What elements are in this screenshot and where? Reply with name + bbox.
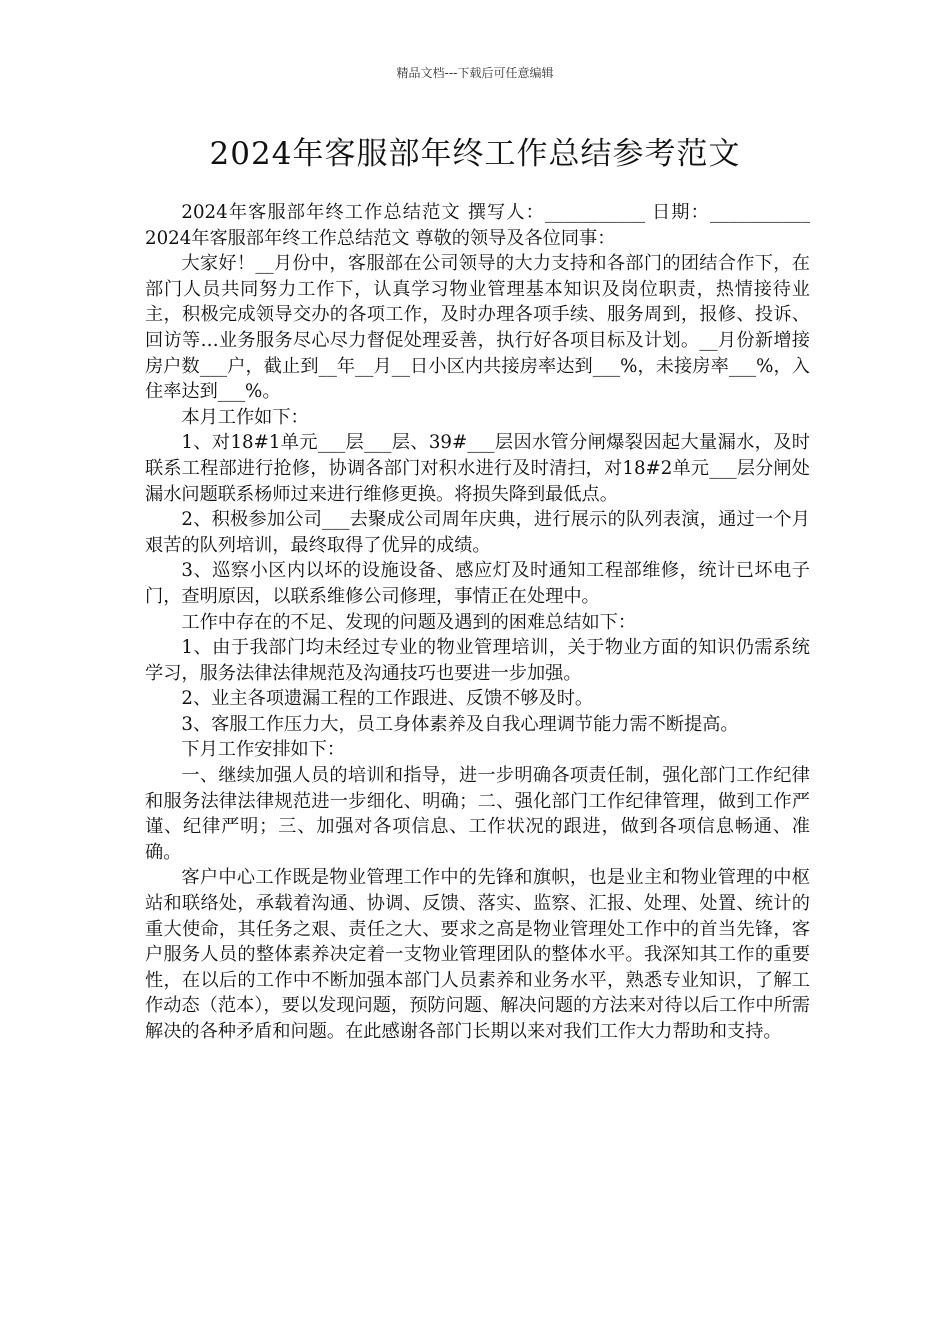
paragraph-greeting: 大家好！__月份中，客服部在公司领导的大力支持和各部门的团结合作下，在部门人员共同努力工作下，认真学习物业管理基本知识及岗位职责，热情接待业主，积极完成领导交办的各项工作，及时办理各项手续、服务周到，报修、投诉、回访等…业务服务尽心尽力督促处理妥善，执行好各项目标及计划。__月份新增接房户数___户，截止到__年__月__日小区内共接房率达到___%，未接房率___%，入住率达到___%。: [145, 253, 810, 403]
section-heading-problems: 工作中存在的不足、发现的问题及遇到的困难总结如下：: [181, 611, 637, 633]
paragraph: 2、业主各项遗漏工程的工作跟进、反馈不够及时。: [181, 688, 594, 710]
paragraph: 3、巡察小区内以坏的设施设备、感应灯及时通知工程部维修，统计已坏电子门，查明原因，以联系维修公司修理，事情正在处理中。: [145, 560, 810, 607]
paragraph: 3、客服工作压力大，员工身体素养及自我心理调节能力需不断提高。: [181, 713, 739, 735]
paragraph: 1、对18#1单元___层___层、39#___层因水管分闸爆裂因起大量漏水，及时联系工程部进行抢修，协调各部门对积水进行及时清扫，对18#2单元___层分闸处漏水问题联系杨师过来进行维修更换。将损失降到最低点。: [145, 432, 810, 505]
document-body: [145, 200, 810, 1045]
paragraph: 2、积极参加公司___去聚成公司周年庆典，进行展示的队列表演，通过一个月艰苦的队列培训，最终取得了优异的成绩。: [145, 509, 810, 556]
paragraph: 一、继续加强人员的培训和指导，进一步明确各项责任制，强化部门工作纪律和服务法律法律规范进一步细化、明确；二、强化部门工作纪律管理，做到工作严谨、纪律严明；三、加强对各项信息、工作状况的跟进，做到各项信息畅通、准确。: [145, 765, 810, 863]
document-title: 2024年客服部年终工作总结参考范文: [209, 136, 741, 172]
paragraph-intro: 2024年客服部年终工作总结范文 撰写人：___________ 日期：___________ 2024年客服部年终工作总结范文 尊敬的领导及各位同事：: [145, 202, 810, 249]
section-heading-next-month: 下月工作安排如下：: [181, 739, 346, 761]
section-heading-this-month: 本月工作如下：: [181, 406, 309, 428]
paragraph-conclusion: 客户中心工作既是物业管理工作中的先锋和旗帜，也是业主和物业管理的中枢站和联络处，承载着沟通、协调、反馈、落实、监察、汇报、处理、处置、统计的重大使命，其任务之艰、责任之大、要求之高是物业管理处工作中的首当先锋，客户服务人员的整体素养决定着一支物业管理团队的整体水平。我深知其工作的重要性，在以后的工作中不断加强本部门人员素养和业务水平，熟悉专业知识，了解工作动态（范本），要以发现问题，预防问题、解决问题的方法来对待以后工作中所需解决的各种矛盾和问题。在此感谢各部门长期以来对我们工作大力帮助和支持。: [145, 867, 810, 1042]
paragraph: 1、由于我部门均未经过专业的物业管理培训，关于物业方面的知识仍需系统学习，服务法律法律规范及沟通技巧也要进一步加强。: [145, 637, 810, 684]
page-header: 精品文档---下载后可任意编辑: [396, 66, 554, 80]
